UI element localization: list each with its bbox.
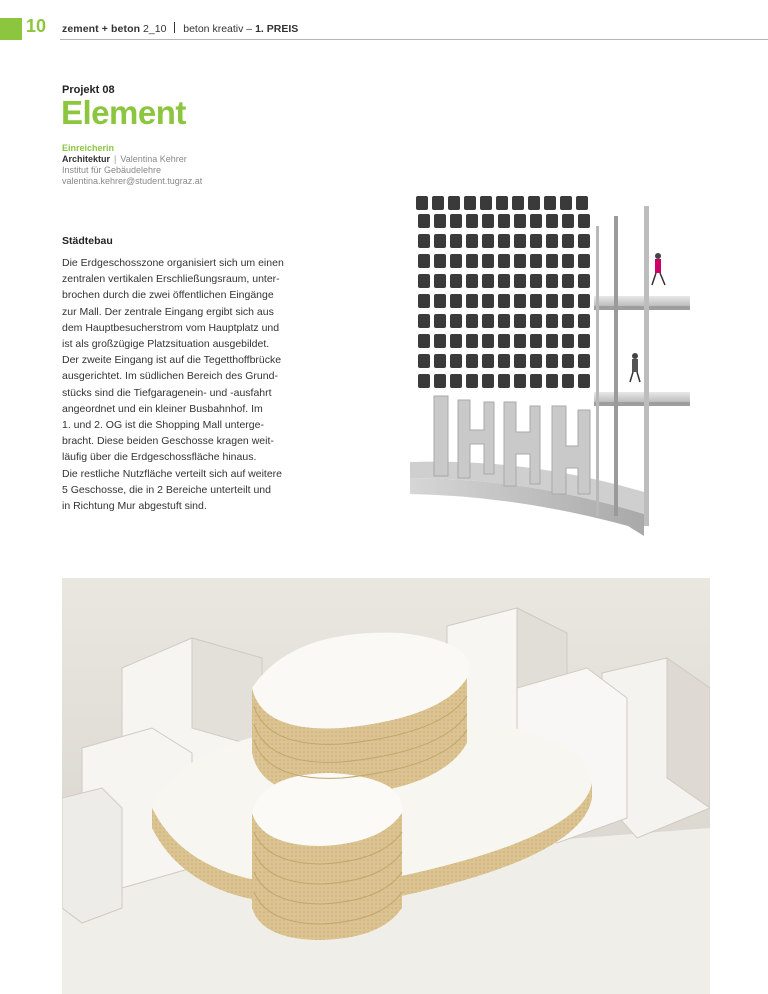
facade-tiles bbox=[416, 196, 588, 210]
author-name: Valentina Kehrer bbox=[120, 154, 187, 164]
body-line: dem Hauptbesucherstrom vom Hauptplatz und bbox=[62, 321, 280, 334]
prize-label: 1. PREIS bbox=[255, 23, 299, 35]
role-label: Architektur bbox=[62, 154, 111, 164]
body-line: angeordnet und ein kleiner Busbahnhof. Im bbox=[62, 402, 263, 415]
magazine-name: zement + beton bbox=[62, 23, 141, 35]
body-line: bracht. Diese beiden Geschosse kragen weit- bbox=[62, 435, 274, 448]
author-email: valentina.kehrer@student.tugraz.at bbox=[62, 176, 203, 186]
body-line: Der zweite Eingang ist auf die Tegetthoffbrücke bbox=[62, 354, 282, 367]
page-number: 10 bbox=[26, 16, 47, 36]
body-line: 1. und 2. OG ist die Shopping Mall unterge- bbox=[62, 419, 264, 432]
body-line: ausgerichtet. Im südlichen Bereich des Grund- bbox=[62, 370, 278, 383]
body-line: zentralen vertikalen Erschließungsraum, unter- bbox=[62, 273, 280, 286]
header-rule bbox=[60, 39, 768, 40]
body-line: 5 Geschosse, die in 2 Bereiche unterteilt und bbox=[62, 483, 271, 496]
body-line: stücks sind die Tiefgaragenein- und -ausfahrt bbox=[62, 386, 272, 399]
issue-number: 2_10 bbox=[143, 23, 167, 35]
body-line: brochen durch die zwei öffentlichen Eingänge bbox=[62, 289, 274, 302]
page-tab bbox=[0, 0, 52, 40]
body-line: in Richtung Mur abgestuft sind. bbox=[62, 500, 207, 513]
author-line: Architektur | Valentina Kehrer bbox=[62, 154, 187, 164]
model-photograph bbox=[62, 578, 710, 994]
section-name: beton kreativ – bbox=[183, 23, 253, 35]
body-line: Die Erdgeschosszone organisiert sich um einen bbox=[62, 257, 284, 269]
project-label: Projekt 08 bbox=[62, 84, 115, 96]
body-line: zur Mall. Der zentrale Eingang ergibt sich aus bbox=[62, 305, 274, 318]
body-line: läufig über die Erdgeschossfläche hinaus. bbox=[62, 451, 257, 464]
facade-section-illustration bbox=[408, 196, 690, 542]
institute-name: Institut für Gebäudelehre bbox=[62, 165, 162, 175]
running-head bbox=[62, 22, 298, 35]
body-line: ist als großzügige Platzsituation ausgebildet. bbox=[62, 338, 270, 351]
role-heading: Einreicherin bbox=[62, 143, 115, 153]
section-heading: Städtebau bbox=[62, 235, 113, 247]
credits-block bbox=[62, 143, 202, 187]
page-title: Element bbox=[61, 94, 186, 131]
article-body bbox=[62, 255, 324, 514]
header-separator bbox=[174, 22, 175, 33]
page-color-marker bbox=[0, 18, 22, 40]
body-line: Die restliche Nutzfläche verteilt sich auf weitere bbox=[62, 467, 283, 480]
